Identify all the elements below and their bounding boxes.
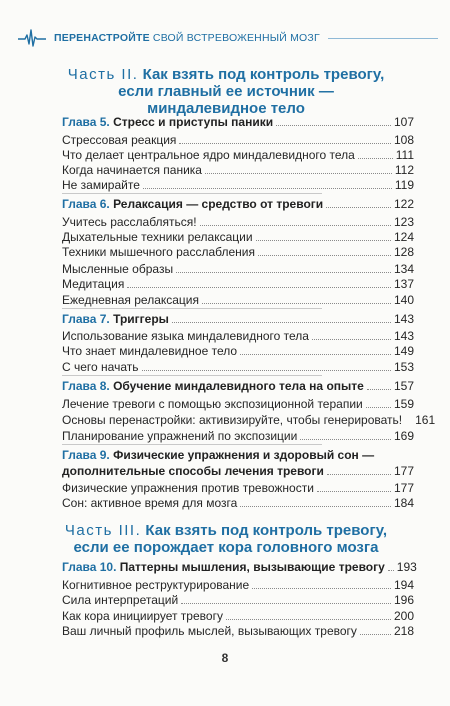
dot-leader: [408, 415, 412, 424]
running-header: [18, 28, 438, 48]
toc-entry: [62, 624, 414, 638]
page-ref: 124: [393, 230, 414, 244]
dot-leader: [326, 198, 391, 208]
toc-entry: [62, 578, 414, 592]
toc-entry-title: [62, 379, 364, 393]
toc-entry: [62, 178, 414, 192]
toc-entry-title: [62, 429, 297, 443]
toc-chapter-entry: [62, 115, 414, 129]
page-ref: 143: [393, 312, 414, 326]
entry-text: Сила интерпретаций: [62, 593, 179, 607]
toc-entry: [62, 481, 414, 495]
running-header-title: ПЕРЕНАСТРОЙТЕ СВОЙ ВСТРЕВОЖЕННЫЙ МОЗГ: [54, 32, 320, 44]
dot-leader: [258, 246, 391, 256]
toc-entry-title: [62, 344, 237, 358]
entry-text: Не замирайте: [62, 178, 140, 192]
dot-leader: [256, 231, 391, 241]
page-ref: 128: [393, 245, 414, 259]
part-2-heading: Часть II. Как взять под контроль тревогу, если главный ее источник — миндалевидное тело: [67, 66, 385, 117]
entry-text: Техники мышечного расслабления: [62, 245, 255, 259]
header-rule: [328, 38, 438, 39]
dot-leader: [252, 579, 391, 589]
toc-entry-title: [62, 578, 249, 592]
page-ref: 218: [393, 624, 414, 638]
toc-entry: [62, 277, 414, 291]
entry-text: Паттерны мышления, вызывающие тревогу: [116, 560, 385, 574]
dot-leader: [360, 625, 391, 635]
entry-text: Обучение миндалевидного тела на опыте: [109, 379, 364, 393]
chapter-number: Глава 5.: [62, 115, 110, 129]
entry-text: Когда начинается паника: [62, 163, 202, 177]
page-ref: 112: [394, 163, 414, 177]
page-ref: 123: [393, 215, 414, 229]
entry-text: Ваш личный профиль мыслей, вызывающих тревогу: [62, 624, 357, 638]
entry-text: Основы перенастройки: активизируйте, чтобы генерировать!: [62, 413, 403, 427]
page-ref: 153: [393, 360, 414, 374]
toc-chapter-entry: [62, 448, 414, 462]
page-ref: 149: [393, 344, 414, 358]
toc-entry: [62, 148, 414, 162]
toc-entry-title: [62, 115, 273, 129]
toc-entry-title: [62, 397, 363, 411]
dot-leader: [317, 482, 391, 492]
page-ref: 157: [393, 379, 414, 393]
dot-leader: [240, 345, 391, 355]
entry-text: Медитация: [62, 277, 125, 291]
page-ref: 193: [396, 560, 417, 574]
page-ref: 159: [393, 397, 414, 411]
dot-leader: [176, 263, 391, 273]
dot-leader: [181, 594, 391, 604]
dot-leader: [312, 330, 391, 340]
entry-text: Что делает центральное ядро миндалевидного тела: [62, 148, 355, 162]
entry-text: С чего начать: [62, 360, 139, 374]
dot-leader: [172, 313, 391, 323]
page-ref: 122: [393, 197, 414, 211]
dot-leader: [200, 216, 391, 226]
dot-leader: [179, 134, 391, 144]
toc-entry-title: [62, 312, 169, 326]
dot-leader: [205, 164, 392, 174]
toc-entry: [62, 593, 414, 607]
entry-text: Мысленные образы: [62, 262, 174, 276]
toc-entry-title: [62, 609, 223, 623]
dot-leader: [388, 561, 394, 571]
page-ref: 108: [393, 133, 414, 147]
page-number: 8: [221, 651, 229, 665]
toc-entry-title: [62, 245, 255, 259]
page-ref: 194: [393, 578, 414, 592]
toc-entry-title: [62, 624, 357, 638]
dot-leader: [276, 116, 391, 126]
toc-entry-title: [62, 464, 324, 478]
dot-leader: [202, 294, 391, 304]
toc-entry-title: [62, 496, 237, 510]
entry-text: Стресс и приступы паники: [109, 115, 274, 129]
chapter-number: Глава 7.: [62, 312, 110, 326]
toc-entry-title: [62, 277, 124, 291]
toc-entry-title: [62, 148, 355, 162]
chapter-separator: [62, 193, 322, 194]
toc-entry-title: [62, 481, 314, 495]
toc-entry: [62, 329, 414, 343]
toc-entry-title: [62, 413, 405, 427]
toc-entry: [62, 133, 414, 147]
toc-entry-title: [62, 197, 323, 211]
toc-entry: [62, 215, 414, 229]
page-ref: 169: [393, 429, 414, 443]
dot-leader: [300, 430, 391, 440]
entry-text: Физические упражнения против тревожности: [62, 481, 314, 495]
page-ref: 140: [393, 293, 414, 307]
dot-leader: [327, 465, 391, 475]
dot-leader: [358, 149, 393, 159]
toc-entry-title: [62, 178, 140, 192]
entry-text: Сон: активное время для мозга: [62, 496, 238, 510]
dot-leader: [127, 278, 391, 288]
page-ref: 119: [394, 178, 414, 192]
chapter-separator: [62, 308, 322, 309]
toc-entry: [62, 360, 414, 374]
chapter-separator: [62, 444, 322, 445]
toc-entry: [62, 609, 414, 623]
entry-text: дополнительные способы лечения тревоги: [62, 464, 324, 478]
chapter-number: Глава 9.: [62, 448, 110, 462]
chapter-number: Глава 10.: [62, 560, 117, 574]
entry-text: Стрессовая реакция: [62, 133, 177, 147]
toc-entry-title: [62, 293, 199, 307]
page-ref: 177: [393, 481, 414, 495]
entry-text: Планирование упражнений по экспозиции: [62, 429, 298, 443]
entry-text: Использование языка миндалевидного тела: [62, 329, 309, 343]
page-ref: 184: [393, 496, 414, 510]
dot-leader: [226, 610, 391, 620]
toc-entry: [62, 429, 414, 443]
entry-text: Релаксация — средство от тревоги: [109, 197, 324, 211]
entry-text: Лечение тревоги с помощью экспозиционной терапии: [62, 397, 363, 411]
toc-entry-title: [62, 360, 139, 374]
entry-text: Что знает миндалевидное тело: [62, 344, 238, 358]
toc-entry-title: [62, 163, 202, 177]
toc-entry-title: [62, 230, 253, 244]
entry-text: Ежедневная релаксация: [62, 293, 200, 307]
toc-entry-title: [62, 448, 374, 462]
toc-entry: [62, 245, 414, 259]
dot-leader: [366, 398, 391, 408]
toc-chapter-entry: [62, 560, 417, 574]
toc-entry: [62, 230, 414, 244]
toc-entry: [62, 464, 414, 478]
page-ref: 200: [393, 609, 414, 623]
toc-entry-title: [62, 215, 197, 229]
page-ref: 143: [393, 329, 414, 343]
entry-text: Когнитивное реструктурирование: [62, 578, 250, 592]
toc-entry: [62, 413, 436, 427]
dot-leader: [367, 380, 391, 390]
page-ref: 134: [393, 262, 414, 276]
entry-text: Как кора инициирует тревогу: [62, 609, 223, 623]
dot-leader: [240, 497, 391, 507]
toc-entry-title: [62, 133, 176, 147]
toc-chapter-entry: [62, 379, 414, 393]
page-ref: 196: [393, 593, 414, 607]
toc-entry: [62, 293, 414, 307]
dot-leader: [143, 179, 392, 189]
toc-entry: [62, 262, 414, 276]
toc-entry-title: [62, 560, 385, 574]
page-ref: 137: [393, 277, 414, 291]
toc-entry-title: [62, 593, 178, 607]
heartbeat-pulse-icon: [18, 28, 46, 48]
toc-chapter-entry: [62, 197, 414, 211]
toc-entry: [62, 496, 414, 510]
toc-chapter-entry: [62, 312, 414, 326]
toc-entry-title: [62, 262, 173, 276]
part-3-heading: Часть III. Как взять под контроль тревогу, если ее порождает кора головного мозга: [64, 522, 388, 556]
page-ref: 161: [415, 413, 436, 427]
entry-text: Дыхательные техники релаксации: [62, 230, 253, 244]
entry-text: Учитесь расслабляться!: [62, 215, 197, 229]
chapter-number: Глава 8.: [62, 379, 110, 393]
dot-leader: [142, 361, 391, 371]
toc-entry: [62, 344, 414, 358]
toc-entry-title: [62, 329, 309, 343]
toc-entry: [62, 397, 414, 411]
page-ref: 107: [393, 115, 414, 129]
entry-text: Физические упражнения и здоровый сон —: [109, 448, 375, 462]
chapter-number: Глава 6.: [62, 197, 110, 211]
toc-entry: [62, 163, 414, 177]
page-ref: 177: [393, 464, 414, 478]
chapter-separator: [62, 375, 322, 376]
entry-text: Триггеры: [109, 312, 169, 326]
page-ref: 111: [395, 148, 414, 162]
